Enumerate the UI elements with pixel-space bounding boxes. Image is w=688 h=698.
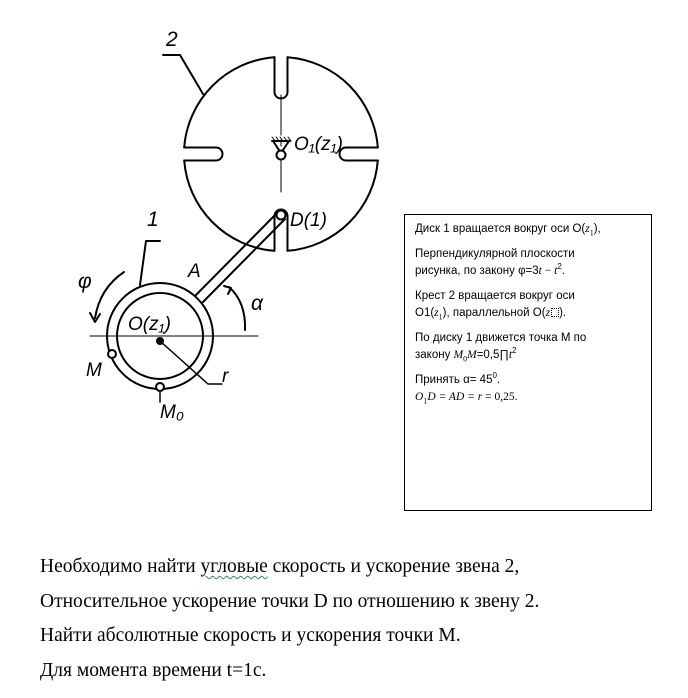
condition-alpha-and-lengths: Принять $\alpha= 45^0$. $O_1D$ = AD = r = 0,25. bbox=[415, 371, 518, 406]
condition-disk-rotation: Диск 1 вращается вокруг оси $O(z_1)$, bbox=[415, 223, 601, 238]
pivot-o1 bbox=[272, 137, 291, 160]
condition-law-phi: Перпендикулярной плоскости рисунка, по закону $\varphi=3t - t^2$. bbox=[415, 248, 575, 277]
problem-conditions-box bbox=[404, 214, 652, 511]
rod-ad bbox=[196, 211, 286, 303]
label-link-2: 2 bbox=[166, 28, 178, 51]
leader-2 bbox=[163, 55, 203, 94]
label-d: D(1) bbox=[290, 210, 327, 231]
label-a: A bbox=[188, 261, 201, 282]
spellcheck-word: угловые bbox=[200, 556, 268, 577]
label-m: M bbox=[86, 360, 102, 381]
label-r: r bbox=[222, 366, 229, 387]
task-statement bbox=[40, 550, 660, 688]
label-phi: φ bbox=[78, 270, 92, 293]
leader-1 bbox=[140, 241, 160, 285]
label-o: O(z₁) bbox=[128, 314, 171, 335]
phi-arrow bbox=[90, 272, 124, 322]
alpha-arrow bbox=[224, 286, 245, 330]
task-line-3: Найти абсолютные скорость и ускорения точки M. bbox=[40, 625, 461, 646]
label-link-1: 1 bbox=[147, 208, 159, 231]
condition-cross-rotation: Крест 2 вращается вокруг оси $O1(z_1)$, параллельной O(z ). bbox=[415, 290, 575, 322]
label-alpha: α bbox=[251, 292, 263, 315]
condition-point-m-law: По диску 1 движется точка M по закону $M_0M=0,5\prod t^2$ bbox=[415, 332, 587, 364]
label-o1: O₁(z₁) bbox=[294, 134, 343, 155]
task-line-1: Необходимо найти угловые скорость и ускорение звена 2, bbox=[40, 556, 520, 577]
task-line-4: Для момента времени t=1с. bbox=[40, 659, 267, 681]
label-m0: M₀ bbox=[160, 402, 184, 423]
task-line-2: Относительное ускорение точки D по отношению к звену 2. bbox=[40, 590, 540, 612]
